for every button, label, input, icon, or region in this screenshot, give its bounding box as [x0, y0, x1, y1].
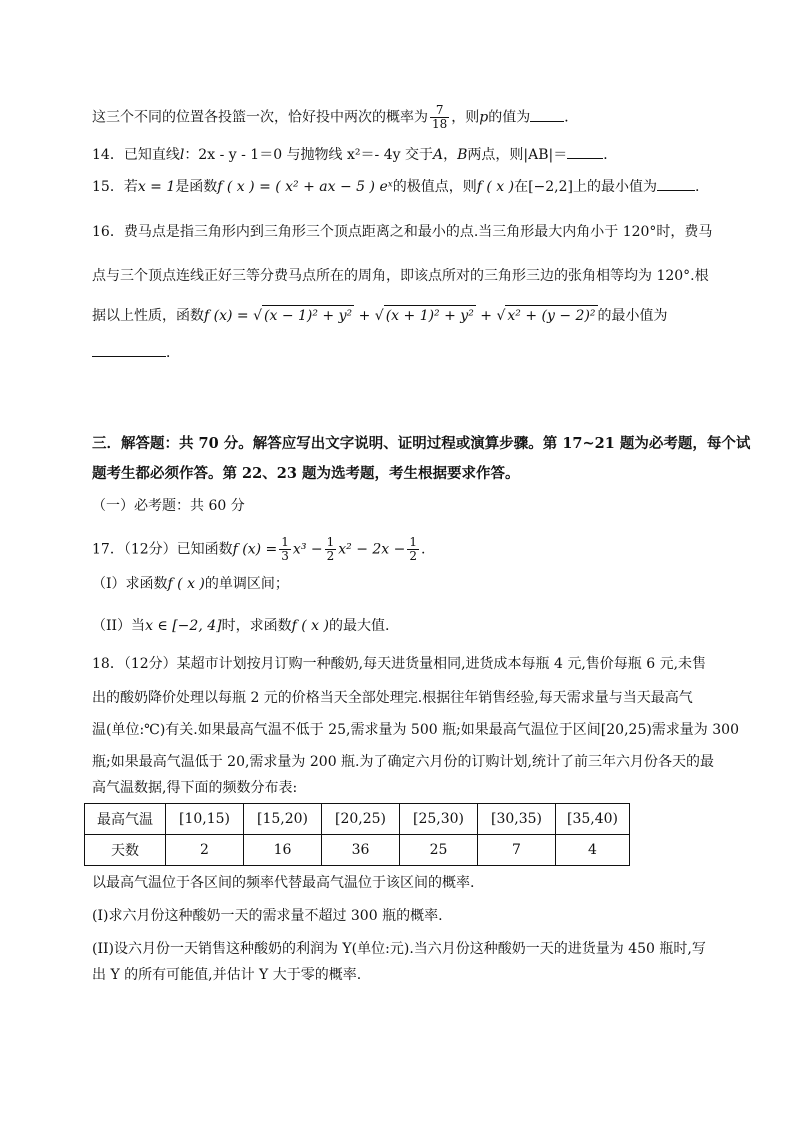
- table-cell: 2: [166, 835, 244, 866]
- sqrt-term-2: (x + 1)² + y²: [384, 305, 476, 326]
- q18-line-1: 18．（12分）某超市计划按月订购一种酸奶,每天进货量相同,进货成本每瓶 4 元,售价每瓶 6 元,未售: [92, 656, 707, 672]
- q14-answer-blank: [567, 144, 603, 159]
- q16-line-1: 16．费马点是指三角形内到三角形三个顶点距离之和最小的点.当三角形最大内角小于 120°时，费马: [92, 224, 713, 240]
- sqrt-term-1: (x − 1)² + y²: [262, 305, 354, 326]
- table-row-header: [85, 804, 630, 835]
- q18-part2-line-1: (II)设六月份一天销售这种酸奶的利润为 Y(单位:元).当六月份这种酸奶一天的进货量为 450 瓶时,写: [92, 941, 706, 957]
- table-cell: 4: [556, 835, 630, 866]
- q14-line: 14．已知直线l：2x - y - 1＝0 与抛物线 x²＝- 4y 交于A，B两点，则|AB|＝ ．: [92, 144, 617, 165]
- table-cell: 36: [322, 835, 400, 866]
- q15-answer-blank: [657, 176, 695, 191]
- table-cell: [20,25): [322, 804, 400, 835]
- table-cell: 最高气温: [85, 804, 166, 835]
- q18-line-5: 高气温数据,得下面的频数分布表:: [92, 780, 298, 796]
- section3-sub: （一）必考题：共 60 分: [92, 498, 245, 514]
- q18-line-3: 温(单位:℃)有关.如果最高气温不低于 25,需求量为 500 瓶;如果最高气温位于区间[20,25)需求量为 300: [92, 722, 739, 738]
- q18-part1: (I)求六月份这种酸奶一天的需求量不超过 300 瓶的概率.: [92, 908, 443, 924]
- table-cell: 天数: [85, 835, 166, 866]
- q15-line: 15．若x = 1是函数f ( x ) = ( x² + ax − 5 ) eˣ的极值点，则f ( x )在[−2,2]上的最小值为 .: [92, 176, 699, 197]
- q18-line-2: 出的酸奶降价处理以每瓶 2 元的价格当天全部处理完.根据往年销售经验,每天需求量与当天最高气: [92, 690, 693, 706]
- table-row: [85, 835, 630, 866]
- section3-line-2: 题考生都必须作答。第 22、23 题为选考题，考生根据要求作答。: [92, 465, 520, 482]
- q16-answer-blank: [92, 342, 166, 357]
- sqrt-term-3: x² + (y − 2)²: [505, 305, 597, 326]
- q13-text: 这三个不同的位置各投篮一次，恰好投中两次的概率为: [92, 109, 428, 126]
- q13-var-p: p: [479, 109, 489, 126]
- table-cell: [35,40): [556, 804, 630, 835]
- q13-answer-blank: [530, 107, 564, 122]
- q16-line-3: 据以上性质，函数f (x) = √ (x − 1)² + y² + √ (x + 1)² + y² + √ x² + (y − 2)² 的最小值为: [92, 305, 668, 326]
- q18-part2-line-2: 出 Y 的所有可能值,并估计 Y 大于零的概率.: [92, 967, 362, 983]
- q17-part2: （II）当x ∈ [−2, 4]时，求函数f ( x )的最大值.: [92, 618, 390, 634]
- frequency-table: [84, 803, 630, 866]
- section3-line-1: 三．解答题：共 70 分。解答应写出文字说明、证明过程或演算步骤。第 17~21 题为必考题，每个试: [92, 435, 751, 452]
- q18-line-4: 瓶;如果最高气温低于 20,需求量为 200 瓶.为了确定六月份的订购计划,统计了前三年六月份各天的最: [92, 754, 714, 770]
- q16-answer-line: ．: [92, 342, 180, 363]
- q13-tail-line: 这三个不同的位置各投篮一次，恰好投中两次的概率为 $\frac{7}{18}$ ，则p的值为 ．: [92, 103, 579, 131]
- q16-line-2: 点与三个顶点连线正好三等分费马点所在的周角，即该点所对的三角形三边的张角相等均为 120°.根: [92, 268, 709, 284]
- table-cell: [25,30): [400, 804, 478, 835]
- table-cell: [15,20): [244, 804, 322, 835]
- q13-fraction: $\frac{7}{18}$: [432, 103, 448, 131]
- table-cell: [30,35): [478, 804, 556, 835]
- table-cell: 7: [478, 835, 556, 866]
- table-cell: 16: [244, 835, 322, 866]
- q17-line: 17．（12分）已知函数f (x) = $\frac{1}{3}$ x³ − $\frac{1}{2}$ x² − 2x − $\frac{1}{2}$ .: [92, 535, 426, 563]
- q17-part1: （Ⅰ）求函数f ( x )的单调区间；: [92, 576, 289, 592]
- q15-function: f ( x ) = ( x² + ax − 5 ) eˣ: [217, 179, 393, 195]
- table-cell: 25: [400, 835, 478, 866]
- table-cell: [10,15): [166, 804, 244, 835]
- q18-after-table: 以最高气温位于各区间的频率代替最高气温位于该区间的概率.: [92, 875, 475, 891]
